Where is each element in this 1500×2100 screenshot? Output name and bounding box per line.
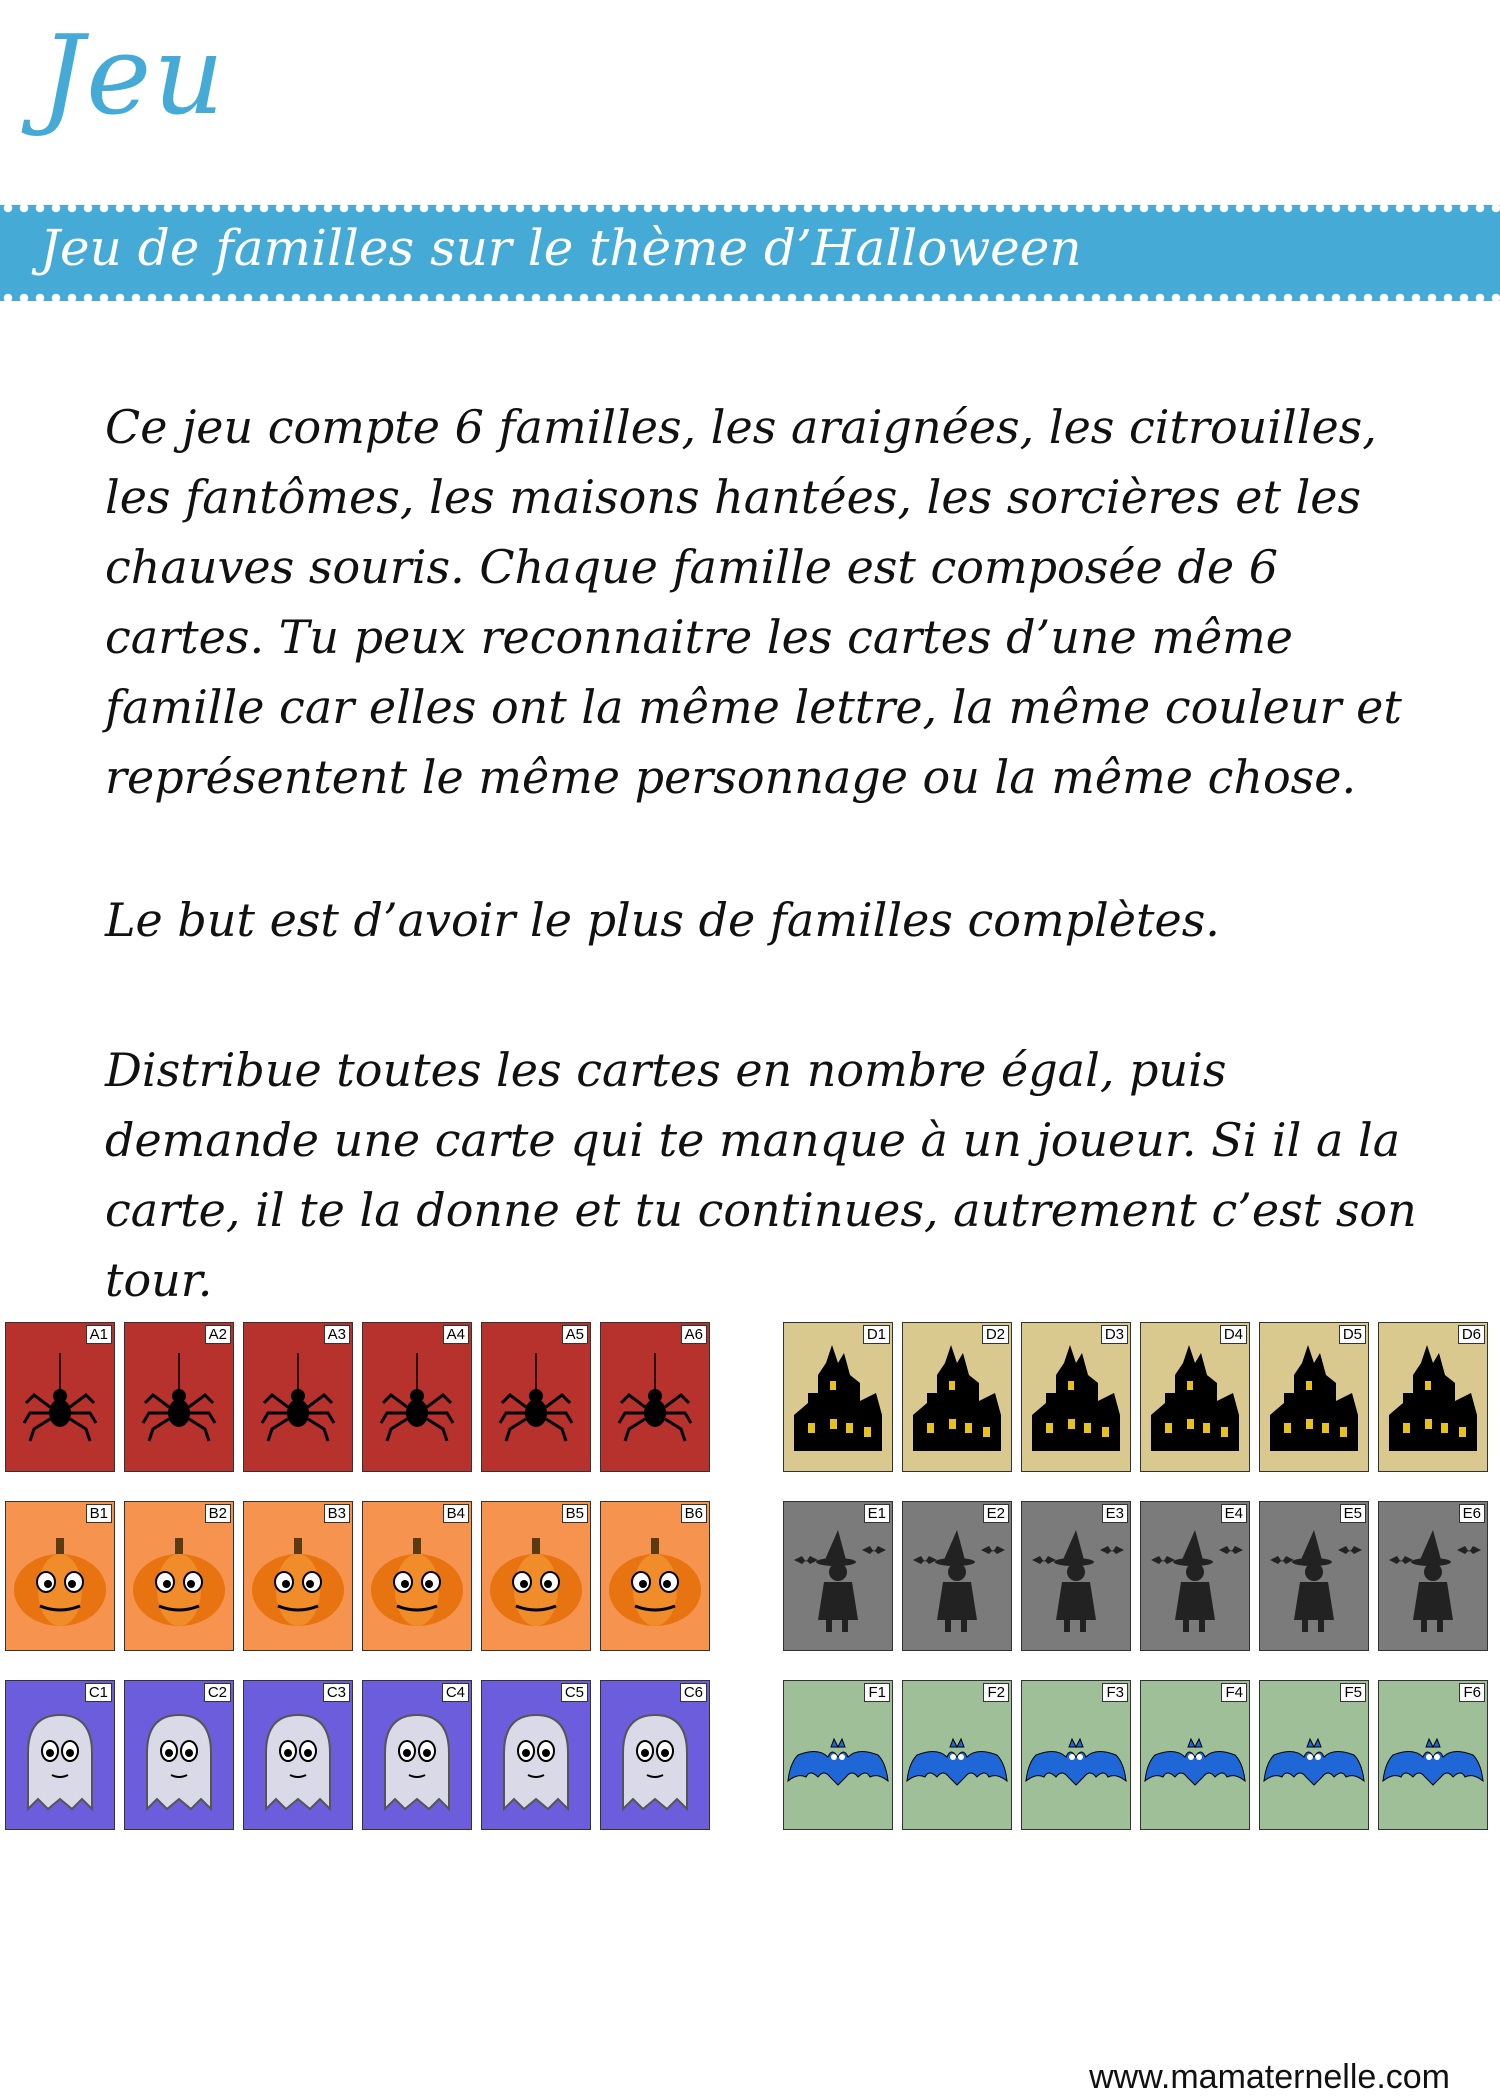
card-label: D2: [982, 1325, 1009, 1344]
card-label: C5: [561, 1683, 588, 1702]
card-label: D3: [1101, 1325, 1128, 1344]
card-c1: [5, 1680, 115, 1830]
card-label: B1: [86, 1504, 112, 1523]
card-c3: [243, 1680, 353, 1830]
card-label: B2: [205, 1504, 231, 1523]
card-e1: [783, 1501, 893, 1651]
banner-title: Jeu de familles sur le thème d’Halloween: [40, 219, 1082, 277]
card-label: C4: [442, 1683, 469, 1702]
card-label: C3: [323, 1683, 350, 1702]
banner-edge-top: [0, 203, 1500, 213]
card-d5: [1259, 1322, 1369, 1472]
cards-grid-right: [783, 1322, 1490, 1830]
card-c2: [124, 1680, 234, 1830]
card-label: A6: [681, 1325, 707, 1344]
card-f1: [783, 1680, 893, 1830]
card-e6: [1378, 1501, 1488, 1651]
card-label: A1: [86, 1325, 112, 1344]
card-label: B3: [324, 1504, 350, 1523]
card-label: D5: [1339, 1325, 1366, 1344]
rules-paragraph-play: Distribue toutes les cartes en nombre égal, puis demande une carte qui te manque à un joueur. Si il a la carte, il te la donne et tu continues, autrement c’est son tour.: [105, 1043, 1417, 1307]
card-f4: [1140, 1680, 1250, 1830]
card-a3: [243, 1322, 353, 1472]
card-label: F4: [1221, 1683, 1247, 1702]
card-a6: [600, 1322, 710, 1472]
card-d4: [1140, 1322, 1250, 1472]
card-b4: [362, 1501, 472, 1651]
card-label: C2: [204, 1683, 231, 1702]
card-label: B4: [443, 1504, 469, 1523]
card-c4: [362, 1680, 472, 1830]
card-label: E4: [1221, 1504, 1247, 1523]
card-label: A4: [443, 1325, 469, 1344]
card-label: B6: [681, 1504, 707, 1523]
card-a5: [481, 1322, 591, 1472]
card-e2: [902, 1501, 1012, 1651]
card-d2: [902, 1322, 1012, 1472]
card-e4: [1140, 1501, 1250, 1651]
card-label: F6: [1459, 1683, 1485, 1702]
page-title: Jeu: [40, 11, 227, 139]
card-label: E2: [983, 1504, 1009, 1523]
card-f2: [902, 1680, 1012, 1830]
card-d3: [1021, 1322, 1131, 1472]
card-b6: [600, 1501, 710, 1651]
cards-grid-left: [5, 1322, 712, 1830]
banner-edge-bottom: [0, 293, 1500, 303]
card-b5: [481, 1501, 591, 1651]
card-c6: [600, 1680, 710, 1830]
card-e3: [1021, 1501, 1131, 1651]
rules-paragraph-goal: Le but est d’avoir le plus de familles complètes.: [105, 893, 1220, 947]
card-label: F3: [1102, 1683, 1128, 1702]
card-label: F5: [1340, 1683, 1366, 1702]
card-a2: [124, 1322, 234, 1472]
card-label: B5: [562, 1504, 588, 1523]
rules-paragraph-intro: Ce jeu compte 6 familles, les araignées, les citrouilles, les fantômes, les maisons hantées, les sorcières et les chauves souris. Chaque famille est composée de 6 cartes. Tu peux reconnaitre les cartes d’une même famille car elles ont la même lettre, la même couleur et représentent le même personnage ou la même chose.: [105, 400, 1402, 804]
footer-url: www.mamaternelle.com: [1089, 2058, 1450, 2096]
card-d6: [1378, 1322, 1488, 1472]
card-f3: [1021, 1680, 1131, 1830]
card-label: C6: [680, 1683, 707, 1702]
subtitle-banner: [0, 205, 1500, 301]
card-label: A2: [205, 1325, 231, 1344]
card-f5: [1259, 1680, 1369, 1830]
card-e5: [1259, 1501, 1369, 1651]
card-label: A3: [324, 1325, 350, 1344]
card-label: A5: [562, 1325, 588, 1344]
card-a1: [5, 1322, 115, 1472]
card-label: F1: [864, 1683, 890, 1702]
card-f6: [1378, 1680, 1488, 1830]
card-label: D6: [1458, 1325, 1485, 1344]
card-label: C1: [85, 1683, 112, 1702]
card-label: E6: [1459, 1504, 1485, 1523]
card-d1: [783, 1322, 893, 1472]
card-label: E5: [1340, 1504, 1366, 1523]
card-a4: [362, 1322, 472, 1472]
card-b1: [5, 1501, 115, 1651]
card-b2: [124, 1501, 234, 1651]
card-label: D1: [863, 1325, 890, 1344]
card-c5: [481, 1680, 591, 1830]
card-label: D4: [1220, 1325, 1247, 1344]
card-b3: [243, 1501, 353, 1651]
card-label: F2: [983, 1683, 1009, 1702]
card-label: E3: [1102, 1504, 1128, 1523]
card-label: E1: [864, 1504, 890, 1523]
